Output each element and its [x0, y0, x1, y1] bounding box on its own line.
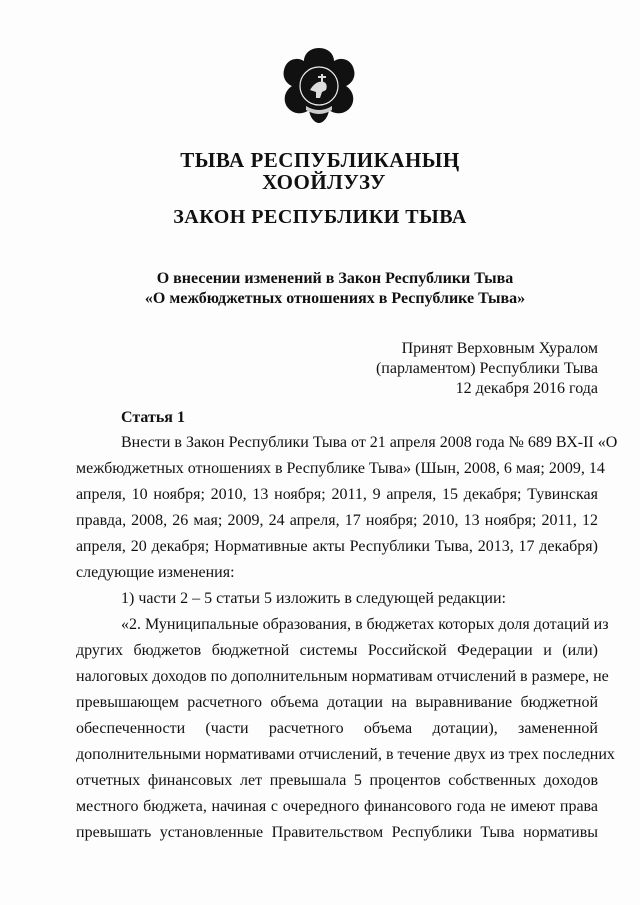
body-line: правда, 2008, 26 мая; 2009, 24 апреля, 17 ноября; 2010, 13 ноября; 2011, 12: [76, 512, 598, 529]
article-title: Статья 1: [121, 409, 185, 426]
body-line: превышать установленные Правительством Республики Тыва нормативы: [76, 824, 598, 841]
subtitle-line-2: «О межбюджетных отношениях в Республике Тыва»: [144, 290, 526, 307]
body-line: местного бюджета, начиная с очередного финансового года не имеют права: [76, 798, 598, 815]
body-line: апреля, 10 ноября; 2010, 13 ноября; 2011, 9 апреля, 15 декабря; Тувинская: [76, 486, 598, 503]
body-line: межбюджетных отношениях в Республике Тыва» (Шын, 2008, 6 мая; 2009, 14: [76, 460, 605, 477]
body-line: других бюджетов бюджетной системы Российской Федерации и (или): [76, 642, 598, 659]
body-line: отчетных финансовых лет превышала 5 процентов собственных доходов: [76, 772, 598, 789]
header-line-2: ХООЙЛУЗУ: [262, 170, 386, 194]
body-line: превышающем расчетного объема дотации на выравнивание бюджетной: [76, 694, 598, 711]
body-line: дополнительными нормативами отчислений, в течение двух из трех последних: [76, 746, 615, 763]
adopted-date: 12 декабря 2016 года: [455, 380, 598, 397]
coat-of-arms-emblem: [276, 44, 362, 124]
body-line: следующие изменения:: [76, 564, 235, 581]
body-line: обеспеченности (части расчетного объема дотации), замененной: [76, 720, 598, 737]
adopted-line-2: (парламентом) Республики Тыва: [375, 360, 598, 377]
adopted-line-1: Принят Верховным Хуралом: [401, 340, 598, 357]
body-line: 1) части 2 – 5 статьи 5 изложить в следующей редакции:: [121, 590, 506, 607]
header-line-1: ТЫВА РЕСПУБЛИКАНЫҢ: [180, 148, 460, 172]
body-line: налоговых доходов по дополнительным нормативам отчислений в размере, не: [76, 668, 609, 685]
body-line: «2. Муниципальные образования, в бюджетах которых доля дотаций из: [121, 616, 609, 633]
law-title: ЗАКОН РЕСПУБЛИКИ ТЫВА: [173, 206, 467, 228]
subtitle-line-1: О внесении изменений в Закон Республики Тыва: [156, 270, 514, 287]
body-line: апреля, 20 декабря; Нормативные акты Республики Тыва, 2013, 17 декабря): [76, 538, 598, 555]
body-line: Внести в Закон Республики Тыва от 21 апреля 2008 года № 689 ВХ-II «О: [121, 434, 618, 451]
